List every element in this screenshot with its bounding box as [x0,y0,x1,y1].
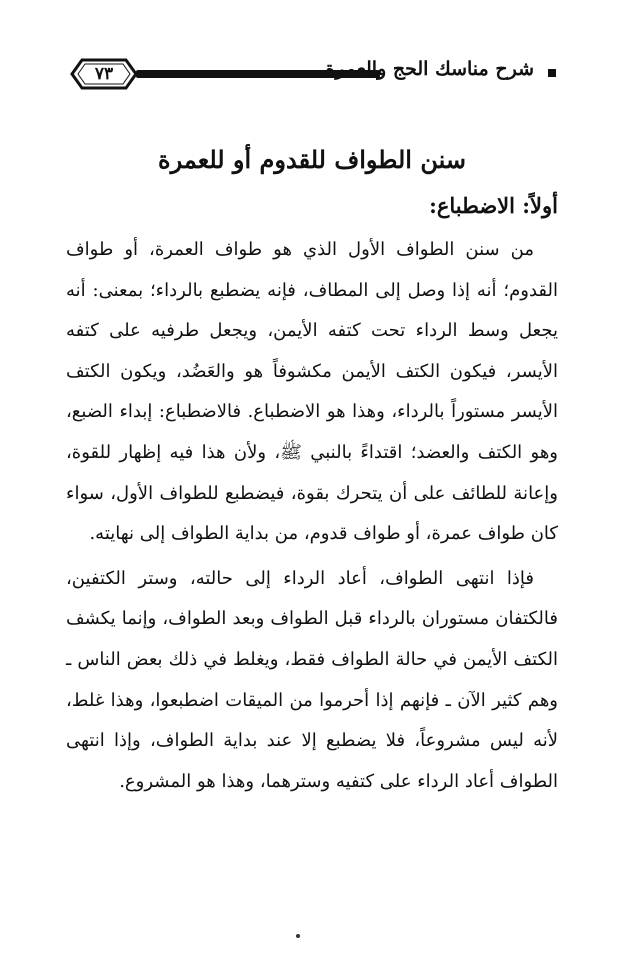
header-bullet [548,69,556,77]
page-number-badge [70,57,138,91]
page-content [66,130,558,802]
subheading: أولاً: الاضطباع: [429,193,558,218]
page-number: ٧٣ [94,64,114,84]
paragraph: فإذا انتهى الطواف، أعاد الرداء إلى حالته، وستر الكتفين، فالكتفان مستوران بالرداء قبل الطواف وبعد الطواف، وإنما يكشف الكتف الأيمن في حالة الطواف فقط، ويغلط في ذلك بعض الناس ـ وهم كثير الآن ـ فإنهم إذا أحرموا من الميقات اضطبعوا، وهذا غلط، لأنه ليس مشروعاً، فلا يضطبع إلا عند بداية الطواف، وإذا انتهى الطواف أعاد الرداء على كتفيه وسترهما، وهذا هو المشروع. [66,567,558,792]
print-speck [296,934,300,938]
running-header [70,55,556,95]
running-title: شرح مناسك الحج والعمرة [325,58,534,80]
paragraph: من سنن الطواف الأول الذي هو طواف العمرة، أو طواف القدوم؛ أنه إذا وصل إلى المطاف، فإنه يضطبع بالرداء؛ بمعنى: أنه يجعل وسط الرداء تحت كتفه الأيمن، ويجعل طرفيه على كتفه الأيسر، فيكون الكتف الأيمن مكشوفاً هو والعَضُد، ويكون الكتف الأيسر مستوراً بالرداء، وهذا هو الاضطباع. فالاضطباع: إبداء الضبع، وهو الكتف والعضد؛ اقتداءً بالنبي ﷺ، ولأن هذا فيه إظهار للقوة، وإعانة للطائف على أن يتحرك بقوة، فيضطبع للطواف الأول، سواء كان طواف عمرة، أو طواف قدوم، من بداية الطواف إلى نهايته. [66,239,558,545]
section-title: سنن الطواف للقدوم أو للعمرة [158,145,466,174]
